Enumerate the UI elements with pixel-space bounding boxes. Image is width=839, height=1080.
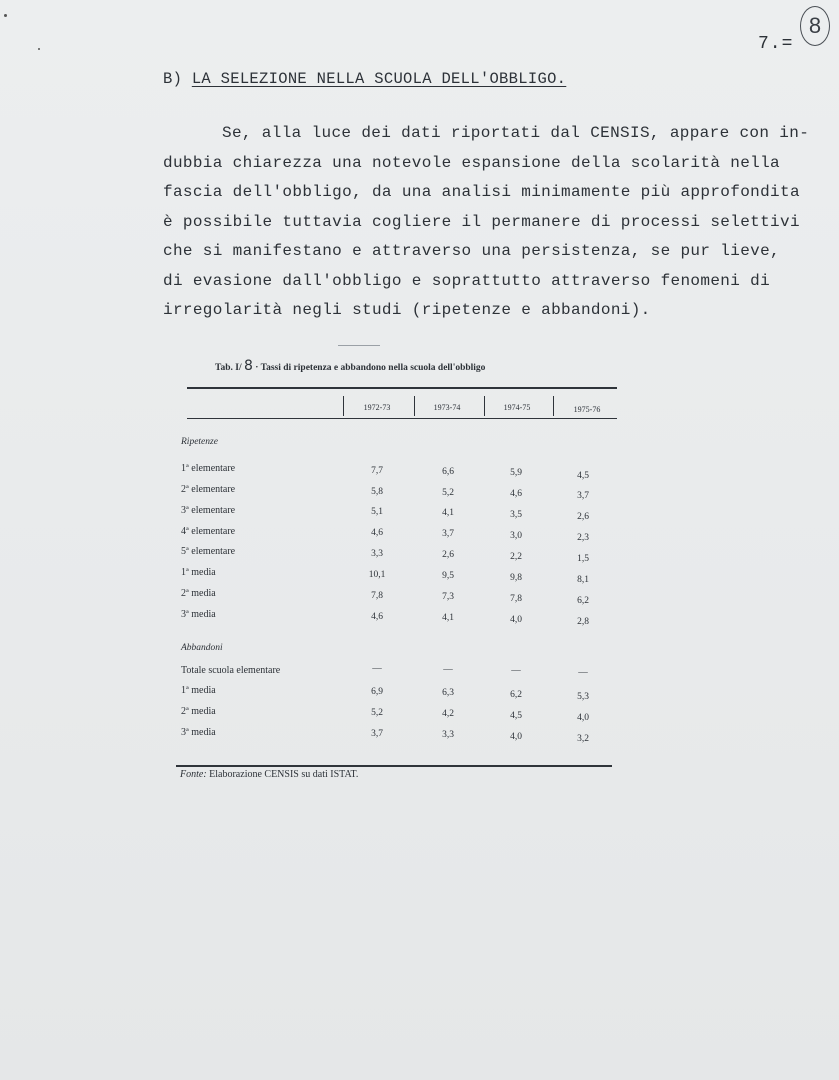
- row-label: 3ª media: [181, 609, 216, 620]
- table-cell: 6,6: [442, 467, 454, 477]
- row-label: 1ª elementare: [181, 463, 236, 474]
- section-prefix: B): [163, 70, 183, 88]
- table-cell: 7,8: [510, 594, 522, 604]
- table-cell: 6,2: [510, 690, 522, 700]
- table-cell: 4,5: [577, 471, 589, 481]
- caption-title: · Tassi di ripetenza e abbandono nella scuola dell'obbligo: [255, 363, 486, 373]
- table-cell: 1,5: [577, 554, 589, 564]
- table-cell: 6,2: [577, 596, 589, 606]
- table-cell: 3,7: [371, 729, 383, 739]
- paragraph-line: che si manifestano e attraverso una persistenza, se pur lieve,: [163, 242, 780, 260]
- table-cell: 3,7: [442, 529, 454, 539]
- table-bottom-rule: [176, 765, 612, 767]
- row-label: 4ª elementare: [181, 526, 236, 537]
- table-cell: 3,3: [371, 549, 383, 559]
- paragraph-line: di evasione dall'obbligo e soprattutto attraverso fenomeni di: [163, 271, 771, 290]
- row-label: 2ª media: [181, 588, 216, 599]
- paragraph-line: è possibile tuttavia cogliere il permanere di processi selettivi: [163, 212, 800, 231]
- body-paragraph: [163, 119, 813, 326]
- row-label: 5ª elementare: [181, 546, 236, 557]
- column-header-year: 1974-75: [503, 403, 531, 412]
- table-cell: 5,1: [371, 507, 383, 517]
- table-cell: —: [372, 664, 382, 674]
- row-label: Totale scuola elementare: [181, 665, 281, 676]
- table-cell: 2,6: [442, 550, 454, 560]
- table-source-note: [180, 769, 358, 780]
- divider: [338, 345, 380, 346]
- column-separator: [343, 396, 344, 416]
- table-cell: 2,6: [577, 512, 589, 522]
- section-title: LA SELEZIONE NELLA SCUOLA DELL'OBBLIGO.: [191, 70, 567, 88]
- group-label-ripetenze: Ripetenze: [181, 437, 218, 447]
- table-cell: 7,8: [371, 591, 383, 601]
- table-header-rule: [187, 418, 617, 419]
- table-cell: 4,6: [510, 489, 522, 499]
- table-cell: 2,3: [577, 533, 589, 543]
- row-label: 3ª media: [181, 727, 216, 738]
- table-cell: 5,3: [577, 692, 589, 702]
- column-separator: [484, 396, 485, 416]
- column-header-year: 1972-73: [363, 403, 391, 412]
- table-cell: 5,2: [371, 708, 383, 718]
- column-header-year: 1975-76: [573, 405, 601, 414]
- table-cell: 6,9: [371, 687, 383, 697]
- column-header-year: 1973-74: [433, 403, 461, 412]
- paragraph-line: Se, alla luce dei dati riportati dal CENSIS, appare con in-: [222, 124, 810, 142]
- table-cell: 4,6: [371, 528, 383, 538]
- table-cell: 2,2: [510, 552, 522, 562]
- table-cell: 4,1: [442, 508, 454, 518]
- table-cell: 9,8: [510, 573, 522, 583]
- table-cell: 4,0: [510, 615, 522, 625]
- table-top-rule: [187, 387, 617, 389]
- source-text: Elaborazione CENSIS su dati ISTAT.: [209, 769, 359, 780]
- table-cell: —: [443, 665, 453, 675]
- table-cell: 3,0: [510, 531, 522, 541]
- paragraph-line: fascia dell'obbligo, da una analisi minimamente più approfondita: [163, 183, 800, 201]
- table-cell: 3,2: [577, 734, 589, 744]
- group-label-abbandoni: Abbandoni: [181, 643, 223, 653]
- table-cell: 5,9: [510, 468, 522, 478]
- table-cell: 3,7: [577, 491, 589, 501]
- table-cell: 6,3: [442, 688, 454, 698]
- page-number: 7.=: [758, 34, 794, 54]
- table-cell: 4,5: [510, 711, 522, 721]
- table-cell: 3,5: [510, 510, 522, 520]
- table-cell: 8,1: [577, 575, 589, 585]
- table-cell: 4,6: [371, 612, 383, 622]
- paragraph-line: dubbia chiarezza una notevole espansione della scolarità nella: [163, 153, 780, 172]
- column-separator: [553, 396, 554, 416]
- row-label: 2ª media: [181, 706, 216, 717]
- table-cell: 5,2: [442, 488, 454, 498]
- table-cell: 5,8: [371, 487, 383, 497]
- table-cell: —: [511, 666, 521, 676]
- table-cell: 4,1: [442, 613, 454, 623]
- table-cell: 3,3: [442, 730, 454, 740]
- page-stamp: 8: [800, 6, 830, 46]
- scan-speck: [38, 48, 40, 50]
- table-cell: —: [578, 668, 588, 678]
- table-cell: 4,0: [510, 732, 522, 742]
- caption-number: 8: [243, 358, 253, 374]
- table-cell: 4,2: [442, 709, 454, 719]
- row-label: 1ª media: [181, 567, 216, 578]
- table-cell: 4,0: [577, 713, 589, 723]
- scan-speck: [4, 14, 7, 17]
- table-cell: 2,8: [577, 617, 589, 627]
- section-heading: [163, 70, 566, 88]
- row-label: 1ª media: [181, 685, 216, 696]
- table-caption: [215, 358, 485, 374]
- table-cell: 9,5: [442, 571, 454, 581]
- table-cell: 10,1: [368, 570, 386, 580]
- paragraph-line: irregolarità negli studi (ripetenze e abbandoni).: [163, 301, 651, 319]
- row-label: 3ª elementare: [181, 505, 236, 516]
- caption-prefix: Tab. I/: [215, 363, 242, 373]
- table-cell: 7,3: [442, 592, 454, 602]
- row-label: 2ª elementare: [181, 484, 236, 495]
- table-cell: 7,7: [371, 466, 383, 476]
- column-separator: [414, 396, 415, 416]
- source-label: Fonte:: [180, 769, 207, 780]
